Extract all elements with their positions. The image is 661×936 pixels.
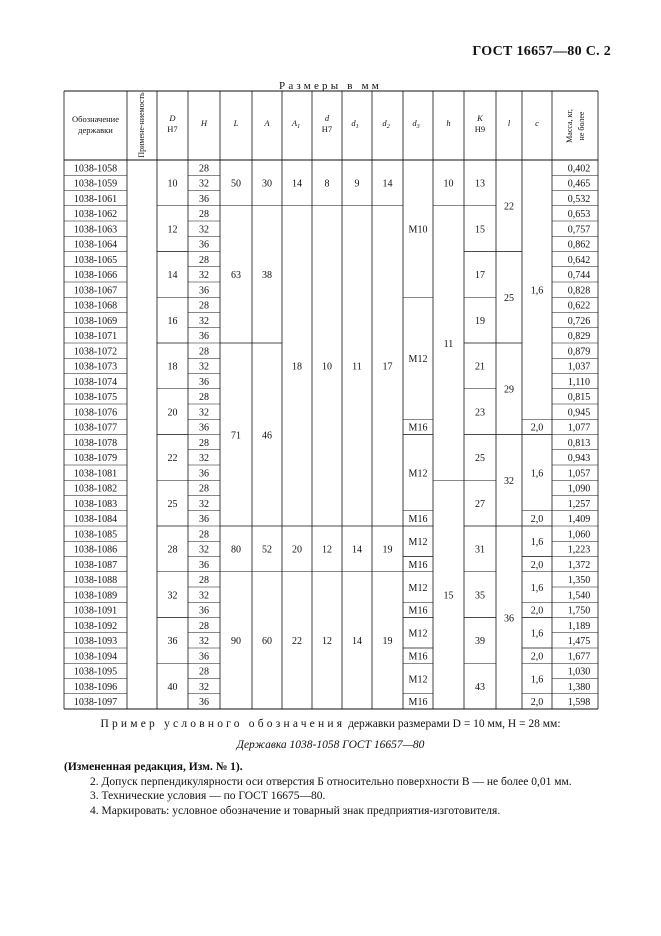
d1-cell: 11 — [352, 361, 362, 373]
D-cell: 14 — [167, 270, 178, 282]
mass-cell: 0,744 — [567, 270, 591, 282]
designation-cell: 1038-1076 — [73, 407, 118, 419]
mass-cell: 1,090 — [567, 483, 591, 495]
mass-cell: 1,750 — [567, 605, 591, 617]
A1-cell: 14 — [292, 178, 302, 190]
K-cell: 39 — [475, 636, 485, 648]
D-cell: 22 — [167, 453, 178, 465]
c-cell: 2,0 — [530, 559, 544, 571]
K-cell: 13 — [475, 178, 485, 190]
l-cell: 32 — [504, 476, 514, 488]
header-L: L — [233, 118, 239, 128]
A1-cell: 18 — [292, 361, 302, 373]
d3-cell: М16 — [408, 514, 428, 526]
header-A: A — [264, 118, 270, 128]
mass-cell: 0,465 — [567, 178, 591, 190]
c-cell: 1,6 — [530, 674, 544, 686]
mass-cell: 1,223 — [567, 544, 591, 556]
page-header: ГОСТ 16657—80 С. 2 — [472, 44, 611, 59]
A-cell: 60 — [262, 636, 272, 648]
H-cell: 28 — [199, 437, 209, 449]
d3-cell: М12 — [408, 537, 428, 549]
designation-cell: 1038-1059 — [73, 178, 118, 190]
mass-cell: 1,110 — [567, 376, 591, 388]
c-cell: 1,6 — [530, 582, 544, 594]
example-line — [0, 718, 661, 730]
mass-cell: 0,653 — [567, 209, 591, 221]
H-cell: 32 — [199, 270, 209, 282]
H-cell: 32 — [199, 315, 209, 327]
D-cell: 40 — [167, 681, 178, 693]
l-cell: 36 — [504, 613, 514, 625]
A-cell: 38 — [262, 270, 272, 282]
mass-cell: 1,350 — [567, 575, 591, 587]
header-d3: $d_3$ — [412, 118, 420, 130]
d2-cell: 14 — [382, 178, 393, 190]
D-cell: 12 — [167, 224, 178, 236]
l-cell: 25 — [504, 293, 514, 305]
mass-cell: 0,757 — [567, 224, 591, 236]
H-cell: 28 — [199, 666, 209, 678]
header-l: l — [507, 118, 511, 128]
designation-cell: 1038-1066 — [73, 270, 118, 282]
H-cell: 32 — [199, 636, 209, 648]
designation-cell: 1038-1093 — [73, 636, 118, 648]
example-designation: Державка 1038-1058 ГОСТ 16657—80 — [236, 739, 425, 751]
H-cell: 32 — [199, 453, 209, 465]
header-A1: $A_1$ — [291, 118, 301, 130]
d2-cell: 17 — [382, 361, 393, 373]
mass-cell: 0,622 — [567, 300, 591, 312]
K-cell: 15 — [475, 224, 485, 236]
d1-cell: 9 — [354, 178, 360, 190]
designation-cell: 1038-1085 — [73, 529, 118, 541]
header-mass: Масса, кг, — [565, 109, 574, 143]
mass-cell: 0,726 — [567, 315, 591, 327]
d3-cell: М10 — [408, 224, 428, 236]
designation-cell: 1038-1067 — [73, 285, 118, 297]
H-cell: 32 — [199, 178, 209, 190]
designation-cell: 1038-1072 — [73, 346, 118, 358]
mass-cell: 0,402 — [567, 163, 591, 175]
designation-cell: 1038-1075 — [73, 392, 118, 404]
d1-cell: 14 — [352, 636, 362, 648]
designation-cell: 1038-1089 — [73, 590, 118, 602]
d3-cell: М16 — [408, 605, 428, 617]
d3-cell: М16 — [408, 697, 428, 709]
H-cell: 36 — [199, 605, 209, 617]
L-cell: 71 — [231, 430, 241, 442]
designation-cell: 1038-1081 — [73, 468, 118, 480]
H-cell: 36 — [199, 651, 209, 663]
designation-cell: 1038-1082 — [73, 483, 118, 495]
mass-cell: 0,862 — [567, 239, 591, 251]
d-cell: 12 — [322, 636, 332, 648]
header-K: K — [477, 113, 483, 123]
header-d1: $d_1$ — [351, 118, 359, 130]
K-cell: 21 — [475, 361, 485, 373]
H-cell: 28 — [199, 346, 209, 358]
K-cell: 19 — [475, 315, 485, 327]
c-cell: 1,6 — [530, 468, 544, 480]
H-cell: 28 — [199, 163, 209, 175]
designation-cell: 1038-1065 — [73, 254, 118, 266]
mass-cell: 1,037 — [567, 361, 591, 373]
d2-cell: 19 — [382, 636, 393, 648]
mass-cell: 1,598 — [567, 697, 591, 709]
mass-cell: 1,677 — [567, 651, 591, 663]
c-cell: 2,0 — [530, 697, 544, 709]
H-cell: 32 — [199, 224, 209, 236]
table-caption: Размеры в мм — [279, 80, 382, 92]
header-designation: Обозначение — [72, 114, 119, 124]
mass-cell: 0,815 — [567, 392, 591, 404]
designation-cell: 1038-1064 — [73, 239, 118, 251]
A1-cell: 20 — [292, 544, 302, 556]
A-cell: 52 — [262, 544, 272, 556]
mass-cell: 1,189 — [567, 620, 591, 632]
mass-cell: 0,642 — [567, 254, 591, 266]
designation-cell: 1038-1086 — [73, 544, 118, 556]
note-2: 2. Допуск перпендикулярности оси отверстия Б относительно поверхности В — не более 0,01 мм. — [90, 775, 572, 788]
K-cell: 31 — [475, 544, 485, 556]
d3-cell: М16 — [408, 559, 428, 571]
d3-cell: М12 — [408, 674, 428, 686]
d3-cell: М12 — [408, 354, 428, 366]
H-cell: 36 — [199, 331, 209, 343]
H-cell: 32 — [199, 407, 209, 419]
designation-cell: 1038-1062 — [73, 209, 118, 221]
designation-cell: 1038-1084 — [73, 514, 118, 526]
H-cell: 28 — [199, 392, 209, 404]
H-cell: 32 — [199, 590, 209, 602]
designation-cell: 1038-1079 — [73, 453, 118, 465]
mass-cell: 0,943 — [567, 453, 591, 465]
K-cell: 27 — [475, 498, 485, 510]
header-d: d — [324, 113, 330, 123]
header-D: D — [169, 113, 176, 123]
designation-cell: 1038-1095 — [73, 666, 118, 678]
mass-cell: 1,057 — [567, 468, 591, 480]
header-H: H — [200, 118, 208, 128]
designation-cell: 1038-1073 — [73, 361, 118, 373]
l-cell: 22 — [504, 201, 514, 213]
c-cell: 1,6 — [530, 537, 544, 549]
D-cell: 18 — [167, 361, 178, 373]
d3-cell: М12 — [408, 628, 428, 640]
H-cell: 32 — [199, 681, 209, 693]
mass-cell: 0,532 — [567, 193, 591, 205]
H-cell: 36 — [199, 239, 209, 251]
H-cell: 28 — [199, 300, 209, 312]
H-cell: 36 — [199, 193, 209, 205]
d1-cell: 14 — [352, 544, 362, 556]
d-cell: 10 — [322, 361, 332, 373]
designation-cell: 1038-1094 — [73, 651, 118, 663]
designation-cell: 1038-1068 — [73, 300, 118, 312]
D-cell: 36 — [167, 636, 178, 648]
H-cell: 36 — [199, 468, 209, 480]
L-cell: 50 — [231, 178, 241, 190]
designation-cell: 1038-1058 — [73, 163, 118, 175]
mass-cell: 1,077 — [567, 422, 591, 434]
H-cell: 28 — [199, 575, 209, 587]
designation-cell: 1038-1088 — [73, 575, 118, 587]
D-cell: 28 — [167, 544, 178, 556]
c-cell: 2,0 — [530, 422, 544, 434]
header-d2: $d_2$ — [382, 118, 390, 130]
designation-cell: 1038-1092 — [73, 620, 118, 632]
mass-cell: 1,257 — [567, 498, 591, 510]
A-cell: 46 — [262, 430, 272, 442]
D-cell: 25 — [167, 498, 178, 510]
header-mass: не более — [577, 111, 586, 141]
d3-cell: М12 — [408, 468, 428, 480]
designation-cell: 1038-1074 — [73, 376, 118, 388]
header-D-tol: Н7 — [167, 124, 178, 134]
c-cell: 1,6 — [530, 628, 544, 640]
A-cell: 30 — [262, 178, 272, 190]
note-4: 4. Маркировать: условное обозначение и товарный знак предприятия-изготовителя. — [90, 804, 501, 817]
h-cell: 10 — [443, 178, 454, 190]
H-cell: 28 — [199, 620, 209, 632]
mass-cell: 1,372 — [567, 559, 591, 571]
designation-cell: 1038-1063 — [73, 224, 118, 236]
H-cell: 36 — [199, 422, 209, 434]
example-text: державки размерами D = 10 мм, H = 28 мм: — [345, 718, 561, 730]
header-applicability: Примене-ниемость — [137, 92, 146, 158]
H-cell: 36 — [199, 376, 209, 388]
header-K-tol: Н9 — [474, 124, 486, 134]
H-cell: 28 — [199, 529, 209, 541]
h-cell: 15 — [443, 590, 454, 602]
D-cell: 10 — [167, 178, 178, 190]
designation-cell: 1038-1061 — [73, 193, 118, 205]
c-cell: 2,0 — [530, 514, 544, 526]
mass-cell: 0,829 — [567, 331, 591, 343]
d3-cell: М12 — [408, 582, 428, 594]
d-cell: 12 — [322, 544, 332, 556]
c-cell: 2,0 — [530, 651, 544, 663]
d3-cell: М16 — [408, 651, 428, 663]
d2-cell: 19 — [382, 544, 393, 556]
designation-cell: 1038-1077 — [73, 422, 118, 434]
L-cell: 90 — [231, 636, 241, 648]
c-cell: 1,6 — [530, 285, 544, 297]
header-d-tol: Н7 — [321, 124, 333, 134]
mass-cell: 1,475 — [567, 636, 591, 648]
mass-cell: 1,409 — [567, 514, 591, 526]
header-c: c — [535, 118, 539, 128]
header-designation: державки — [78, 125, 113, 135]
designation-cell: 1038-1096 — [73, 681, 118, 693]
mass-cell: 0,945 — [567, 407, 591, 419]
d3-cell: М16 — [408, 422, 428, 434]
mass-cell: 1,380 — [567, 681, 591, 693]
designation-cell: 1038-1083 — [73, 498, 118, 510]
designation-cell: 1038-1069 — [73, 315, 118, 327]
D-cell: 20 — [167, 407, 178, 419]
K-cell: 25 — [475, 453, 485, 465]
L-cell: 63 — [231, 270, 241, 282]
K-cell: 35 — [475, 590, 485, 602]
d-cell: 8 — [324, 178, 330, 190]
revision-note: (Измененная редакция, Изм. № 1). — [64, 761, 243, 773]
A1-cell: 22 — [292, 636, 302, 648]
K-cell: 43 — [475, 681, 485, 693]
designation-cell: 1038-1097 — [73, 697, 118, 709]
D-cell: 32 — [167, 590, 178, 602]
mass-cell: 1,060 — [567, 529, 591, 541]
mass-cell: 1,540 — [567, 590, 591, 602]
D-cell: 16 — [167, 315, 178, 327]
H-cell: 36 — [199, 697, 209, 709]
H-cell: 36 — [199, 285, 209, 297]
note-3: 3. Технические условия — по ГОСТ 16675—80. — [90, 790, 326, 803]
notes — [64, 760, 601, 818]
example-lead: Пример условного обозначения — [100, 718, 346, 730]
K-cell: 23 — [475, 407, 485, 419]
header-h: h — [446, 118, 451, 128]
mass-cell: 0,879 — [567, 346, 591, 358]
H-cell: 28 — [199, 254, 209, 266]
designation-cell: 1038-1071 — [73, 331, 118, 343]
H-cell: 32 — [199, 498, 209, 510]
L-cell: 80 — [231, 544, 241, 556]
h-cell: 11 — [443, 338, 454, 350]
H-cell: 32 — [199, 544, 209, 556]
designation-cell: 1038-1091 — [73, 605, 118, 617]
mass-cell: 0,828 — [567, 285, 591, 297]
H-cell: 36 — [199, 559, 209, 571]
K-cell: 17 — [475, 270, 485, 282]
mass-cell: 0,813 — [567, 437, 591, 449]
H-cell: 32 — [199, 361, 209, 373]
mass-cell: 1,030 — [567, 666, 591, 678]
designation-cell: 1038-1078 — [73, 437, 118, 449]
H-cell: 28 — [199, 209, 209, 221]
c-cell: 2,0 — [530, 605, 544, 617]
l-cell: 29 — [504, 384, 514, 396]
H-cell: 28 — [199, 483, 209, 495]
designation-cell: 1038-1087 — [73, 559, 118, 571]
H-cell: 36 — [199, 514, 209, 526]
